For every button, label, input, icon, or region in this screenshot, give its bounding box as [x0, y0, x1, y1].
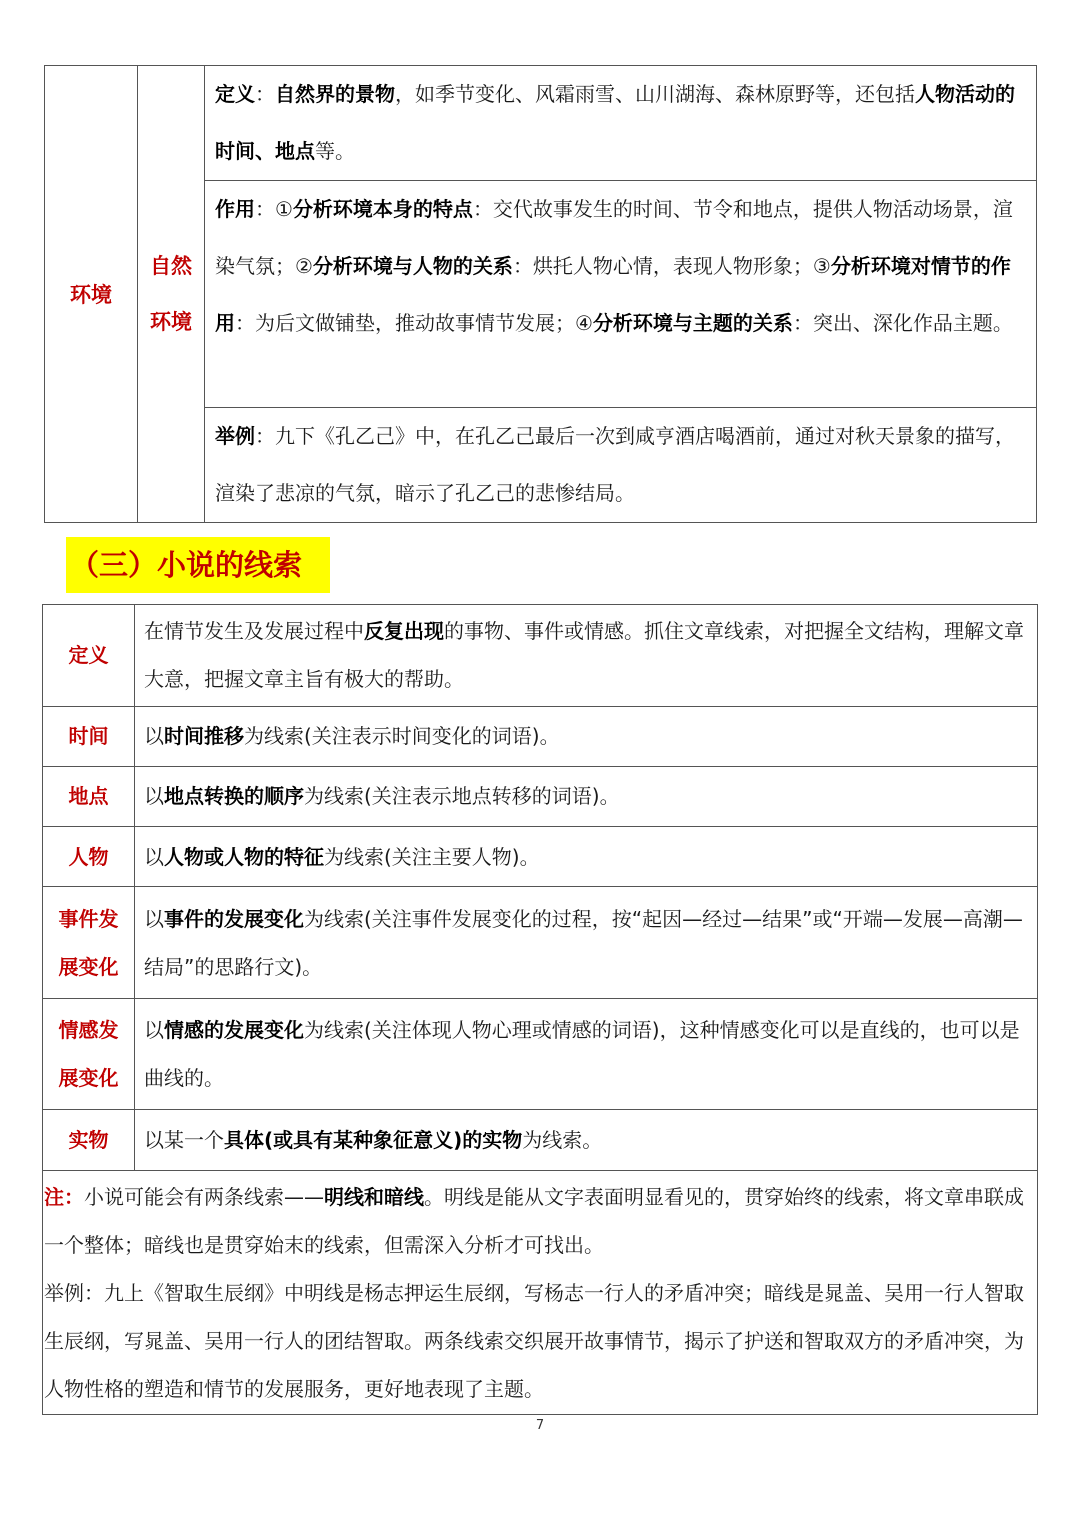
definition-cell: 定义：自然界的景物，如季节变化、风霜雨雪、山川湖海、森林原野等，还包括人物活动的时间、地点等。	[205, 66, 1037, 181]
row-value: 以情感的发展变化为线索(关注体现人物心理或情感的词语)，这种情感变化可以是直线的，也可以是曲线的。	[135, 998, 1038, 1110]
row-key: 定义	[43, 605, 135, 707]
example-label: 举例	[215, 424, 255, 448]
table-row	[43, 605, 1038, 707]
table-row	[43, 766, 1038, 826]
category-label: 环境	[70, 283, 112, 307]
row-key: 人物	[43, 827, 135, 887]
environment-table	[44, 65, 1037, 523]
definition-label: 定义	[215, 82, 255, 106]
table-row	[43, 706, 1038, 766]
row-value: 以人物或人物的特征为线索(关注主要人物)。	[135, 827, 1038, 887]
table-row	[43, 1110, 1038, 1170]
section-heading: （三）小说的线索	[66, 537, 330, 593]
subcategory-label: 自然环境	[150, 254, 192, 334]
row-value: 以某一个具体(或具有某种象征意义)的实物为线索。	[135, 1110, 1038, 1170]
table-row	[43, 887, 1038, 999]
row-value: 以地点转换的顺序为线索(关注表示地点转移的词语)。	[135, 766, 1038, 826]
example-cell: 举例：九下《孔乙己》中，在孔乙己最后一次到咸亨酒店喝酒前，通过对秋天景象的描写，渲染了悲凉的气氛，暗示了孔乙己的悲惨结局。	[205, 408, 1037, 523]
row-key: 事件发展变化	[43, 887, 135, 999]
row-key: 地点	[43, 766, 135, 826]
row-key: 时间	[43, 706, 135, 766]
row-value: 以时间推移为线索(关注表示时间变化的词语)。	[135, 706, 1038, 766]
note-cell: 注：小说可能会有两条线索——明线和暗线。明线是能从文字表面明显看见的，贯穿始终的线索，将文章串联成一个整体；暗线也是贯穿始末的线索，但需深入分析才可找出。 举例：九上《智取生辰纲》中明线是杨志押运生辰纲，写杨志一行人的矛盾冲突；暗线是晁盖、吴用一行人智取生辰纲，写晁盖、吴用一行人的团结智取。两条线索交织展开故事情节，揭示了护送和智取双方的矛盾冲突，为人物性格的塑造和情节的发展服务，更好地表现了主题。	[43, 1170, 1038, 1414]
row-key: 实物	[43, 1110, 135, 1170]
page-number: 7	[535, 1418, 545, 1433]
row-value: 以事件的发展变化为线索(关注事件发展变化的过程，按“起因—经过—结果”或“开端—发展—高潮—结局”的思路行文)。	[135, 887, 1038, 999]
function-label: 作用	[215, 197, 255, 221]
row-key: 情感发展变化	[43, 998, 135, 1110]
clue-table	[42, 604, 1038, 1415]
category-cell	[45, 66, 138, 523]
table-row	[43, 827, 1038, 887]
row-value: 在情节发生及发展过程中反复出现的事物、事件或情感。抓住文章线索，对把握全文结构，理解文章大意，把握文章主旨有极大的帮助。	[135, 605, 1038, 707]
function-cell: 作用：①分析环境本身的特点：交代故事发生的时间、节令和地点，提供人物活动场景，渲染气氛；②分析环境与人物的关系：烘托人物心情，表现人物形象；③分析环境对情节的作用：为后文做铺垫，推动故事情节发展；④分析环境与主题的关系：突出、深化作品主题。	[205, 181, 1037, 408]
note-row	[43, 1170, 1038, 1414]
note-example: 举例：九上《智取生辰纲》中明线是杨志押运生辰纲，写杨志一行人的矛盾冲突；暗线是晁盖、吴用一行人智取生辰纲，写晁盖、吴用一行人的团结智取。两条线索交织展开故事情节，揭示了护送和智取双方的矛盾冲突，为人物性格的塑造和情节的发展服务，更好地表现了主题。	[44, 1280, 1024, 1401]
note-label: 注：	[44, 1184, 84, 1209]
table-row	[43, 998, 1038, 1110]
subcategory-cell	[138, 66, 205, 523]
